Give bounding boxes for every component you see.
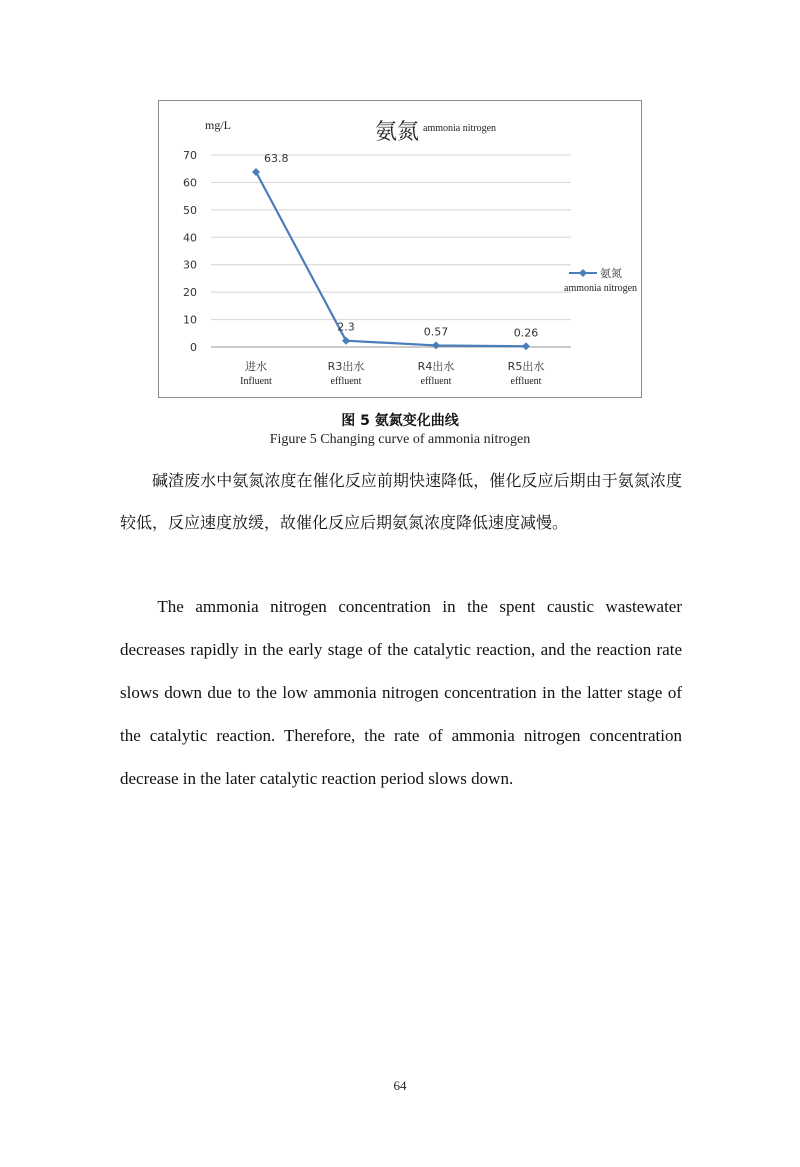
figure-caption-en: Figure 5 Changing curve of ammonia nitrogen bbox=[269, 432, 531, 447]
figure-caption-cn: 图 5 氨氮变化曲线 bbox=[341, 413, 459, 429]
y-tick-label: 60 bbox=[183, 176, 197, 190]
legend-label-en: ammonia nitrogen bbox=[564, 283, 638, 294]
legend-marker-icon bbox=[579, 269, 587, 277]
y-tick-layer bbox=[183, 149, 197, 354]
chart-title-en: ammonia nitrogen bbox=[423, 123, 497, 134]
y-unit-label: mg/L bbox=[205, 118, 231, 132]
x-category-label-cn: 进水 bbox=[245, 360, 267, 373]
y-tick-label: 10 bbox=[183, 313, 197, 327]
x-category-label-en: Influent bbox=[240, 376, 272, 387]
chart-title-cn: 氨氮 bbox=[375, 120, 420, 145]
x-category-layer bbox=[240, 359, 544, 387]
x-category-label-cn: R3出水 bbox=[327, 360, 365, 373]
y-tick-label: 0 bbox=[190, 341, 197, 354]
y-tick-label: 40 bbox=[183, 231, 197, 245]
x-category-label-en: effluent bbox=[330, 376, 362, 387]
legend bbox=[564, 266, 637, 294]
legend-label-cn: 氨氮 bbox=[600, 267, 622, 280]
body-paragraph-cn: 碱渣废水中氨氮浓度在催化反应前期快速降低，催化反应后期由于氨氮浓度较低，反应速度放缓，故催化反应后期氨氮浓度降低速度减慢。 bbox=[120, 471, 682, 532]
grid-layer bbox=[211, 155, 571, 347]
y-tick-label: 20 bbox=[183, 286, 197, 300]
series-line bbox=[256, 172, 526, 346]
x-category-label-en: effluent bbox=[420, 376, 452, 387]
body-paragraph-en: The ammonia nitrogen concentration in the spent caustic wastewater decreases rapidly in the early stage of the catalytic reaction, and the reaction rate slows down due to the low ammonia nitrogen concentration in the latter stage of the catalytic reaction. Therefore, the rate of ammonia nitrogen concentration decrease in the later catalytic reaction period slows down. bbox=[120, 597, 682, 788]
data-point bbox=[252, 168, 260, 176]
y-tick-label: 50 bbox=[183, 203, 197, 217]
chart-frame bbox=[158, 100, 642, 398]
y-tick-label: 30 bbox=[183, 258, 197, 272]
ammonia-nitrogen-line-chart bbox=[159, 101, 643, 399]
data-label: 63.8 bbox=[264, 152, 289, 166]
data-label: 2.3 bbox=[337, 320, 355, 334]
x-category-label-cn: R4出水 bbox=[417, 360, 455, 373]
x-category-label-en: effluent bbox=[510, 376, 542, 387]
data-label: 0.57 bbox=[423, 325, 449, 339]
data-label: 0.26 bbox=[513, 326, 539, 340]
data-point bbox=[342, 337, 350, 345]
data-point bbox=[522, 342, 530, 350]
y-tick-label: 70 bbox=[183, 149, 197, 162]
series-layer bbox=[252, 152, 538, 350]
x-category-label-cn: R5出水 bbox=[507, 360, 545, 373]
page-number: 64 bbox=[393, 1078, 407, 1093]
data-point bbox=[432, 341, 440, 349]
